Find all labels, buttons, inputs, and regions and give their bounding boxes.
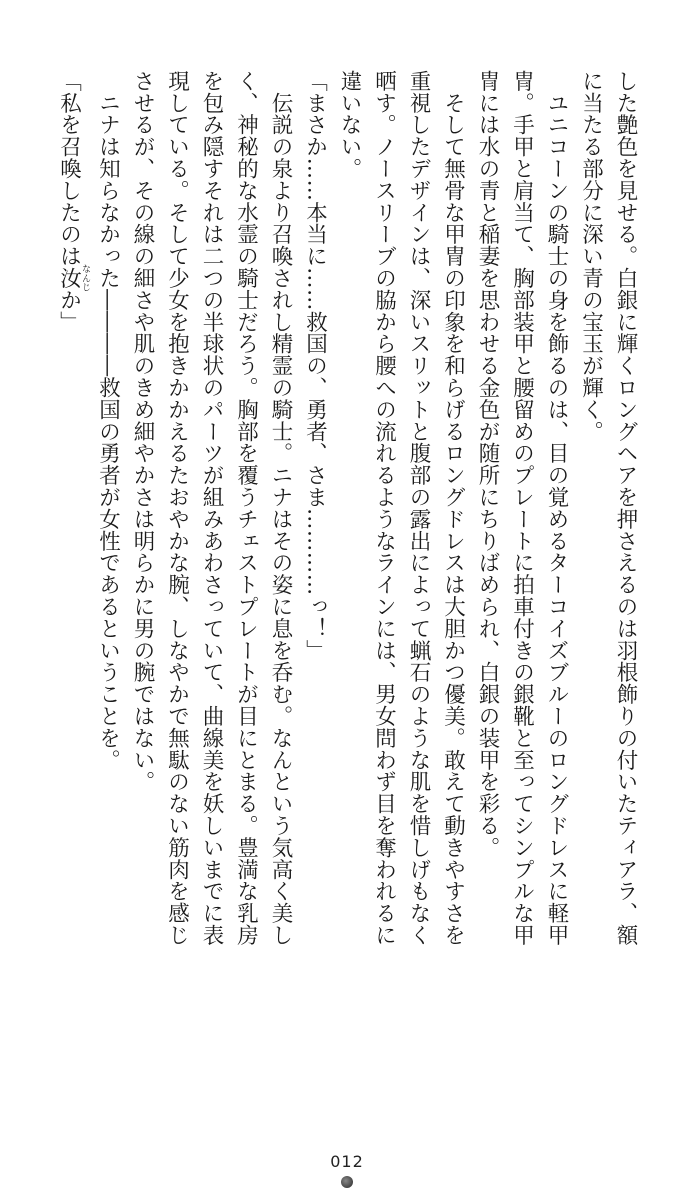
text-line: に当たる部分に深い青の宝玉が輝く。 (578, 70, 604, 443)
text-line: ユニコーンの騎士の身を飾るのは、目の覚めるターコイズブルーのロングドレスに軽甲 (544, 70, 569, 946)
text-line: 晒す。ノースリーブの脇から腰への流れるようなラインには、男女問わず目を奪われるに (371, 70, 397, 946)
text-line: した艶色を見せる。白銀に輝くロングヘアを押さえるのは羽根飾りの付いたティアラ、額 (613, 70, 638, 946)
ruby-annotation: 汝なんじ (56, 263, 90, 293)
text-line: 冑。手甲と肩当て、胸部装甲と腰留めのプレートに拍車付きの銀靴と至ってシンプルな甲 (509, 70, 535, 946)
text-line: 違いない。 (337, 70, 362, 180)
page-ornament-dot (341, 1176, 353, 1188)
page-number: 012 (330, 1152, 364, 1171)
ruby-line-text: 「私を召喚したのは汝なんじか」 (56, 70, 90, 333)
text-line: そして無骨な甲冑の印象を和らげるロングドレスは大胆かつ優美。敢えて動きやすさを (440, 70, 466, 946)
text-line: を包み隠すそれは二つの半球状のパーツが組みあわさっていて、曲線美を妖しいまでに表 (199, 70, 224, 946)
ruby-reading: なんじ (80, 263, 90, 293)
text-line: 「まさか……本当に……救国の、勇者、さま…………っ！」 (302, 70, 328, 662)
text-line-ruby (51, 70, 90, 1070)
text-line: させるが、その線の細さや肌のきめ細やかさは明らかに男の腕ではない。 (130, 70, 155, 793)
text-line: く、神秘的な水霊の騎士だろう。胸部を覆うチェストプレートが目にとまる。豊満な乳房 (233, 70, 259, 946)
text-line: 冑には水の青と稲妻を思わせる金色が随所にちりばめられ、白銀の装甲を彩る。 (475, 70, 500, 859)
text-line: 現している。そして少女を抱きかかえるたおやかな腕、しなやかで無駄のない筋肉を感じ (164, 70, 190, 946)
text-line: ニナは知らなかった――――救国の勇者が女性であるということを。 (95, 70, 121, 771)
text-line: 伝説の泉より召喚されし精霊の騎士。ニナはその姿に息を呑む。なんという気高く美し (268, 70, 293, 946)
text-line: 重視したデザインは、深いスリットと腹部の露出によって蝋石のような肌を惜しげもなく (406, 70, 431, 946)
vertical-text-body (42, 70, 642, 1070)
